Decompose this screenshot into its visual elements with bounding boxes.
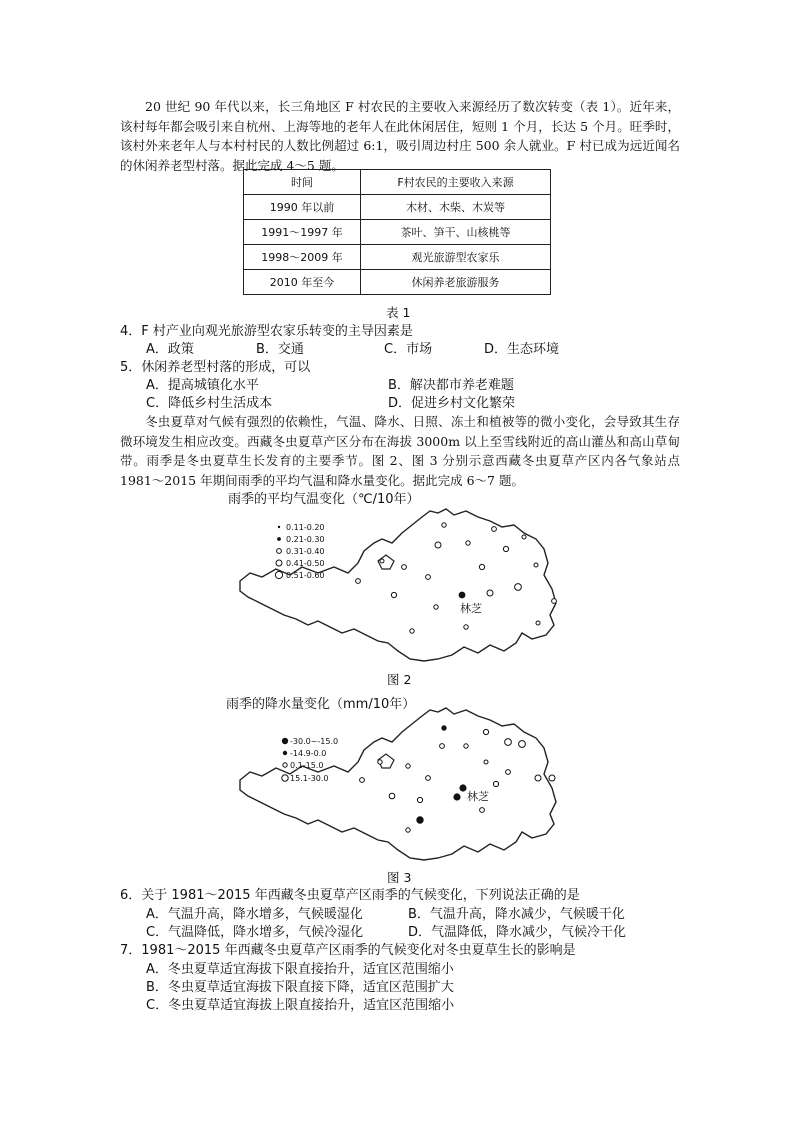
question-7-stem: 7．1981～2015 年西藏冬虫夏草产区雨季的气候变化对冬虫夏草生长的影响是	[120, 943, 576, 958]
station-marker	[410, 629, 414, 633]
figure-3-map	[232, 702, 562, 862]
station-marker	[360, 778, 365, 783]
figure-2-legend-label: 0.11-0.20	[286, 523, 325, 532]
station-marker	[406, 764, 410, 768]
station-marker	[442, 726, 446, 730]
table-row	[244, 270, 551, 295]
figure-2-legend-label: 0.41-0.50	[286, 559, 325, 568]
station-marker	[466, 541, 470, 545]
figure-3-city-label: 林芝	[467, 790, 489, 803]
station-marker	[391, 592, 396, 597]
legend-marker	[277, 537, 281, 541]
figure-2-legend-label: 0.31-0.40	[286, 547, 325, 556]
station-marker	[434, 605, 438, 609]
figure-3-region-outline	[240, 708, 556, 860]
station-marker	[435, 542, 441, 548]
legend-marker	[277, 549, 282, 554]
legend-marker	[283, 763, 287, 767]
station-marker	[484, 760, 488, 764]
table-header-row	[244, 170, 551, 195]
figure-2-caption: 图 2	[387, 672, 412, 687]
intro-paragraph-1-text: 20 世纪 90 年代以来，长三角地区 F 村农民的主要收入来源经历了数次转变（表 1）。近年来，该村每年都会吸引来自杭州、上海等地的老年人在此休闲居住，短则 1 个月，长达 5 个月。旺季时，该村外来老年人与本村村民的人数比例超过 6:1，吸引周边村庄 500 余人就业。F 村已成为远近闻名的休闲养老型村落。据此完成 4～5 题。	[120, 99, 680, 173]
linzhi-marker-upper	[459, 784, 466, 791]
station-marker	[549, 775, 555, 781]
figure-3-legend-label: 0.1-15.0	[290, 761, 324, 770]
question-6-option-d: D．气温降低，降水减少，气候冷干化	[408, 925, 627, 940]
table-1	[243, 169, 551, 295]
station-marker	[402, 565, 407, 570]
station-marker	[515, 584, 522, 591]
table-header-income: F村农民的主要收入来源	[361, 170, 551, 195]
station-marker	[505, 739, 512, 746]
station-marker	[480, 808, 485, 813]
table-cell: 1991～1997 年	[244, 220, 361, 245]
legend-marker	[282, 775, 288, 781]
station-marker	[389, 793, 395, 799]
station-marker	[417, 817, 423, 823]
intro-paragraph-1	[120, 97, 680, 175]
question-6-stem: 6．关于 1981～2015 年西藏冬虫夏草产区雨季的气候变化，下列说法正确的是	[120, 888, 580, 903]
station-marker	[464, 625, 468, 629]
station-marker	[493, 781, 498, 786]
table-row	[244, 195, 551, 220]
table-cell: 休闲养老旅游服务	[361, 270, 551, 295]
figure-3-caption: 图 3	[387, 870, 412, 885]
table-cell: 1998～2009 年	[244, 245, 361, 270]
question-6-option-b: B．气温升高，降水减少，气候暖干化	[408, 907, 625, 922]
table-cell: 2010 年至今	[244, 270, 361, 295]
station-marker	[487, 590, 493, 596]
figure-3-legend-label: -30.0~-15.0	[290, 737, 339, 746]
station-marker	[356, 579, 361, 584]
station-marker	[378, 760, 382, 764]
station-marker	[503, 546, 508, 551]
question-4-option-c: C．市场	[384, 342, 433, 357]
station-marker	[442, 523, 446, 527]
linzhi-marker	[453, 793, 460, 800]
table-cell: 木材、木柴、木炭等	[361, 195, 551, 220]
question-4-stem: 4．F 村产业向观光旅游型农家乐转变的主导因素是	[120, 324, 413, 339]
question-4-option-d: D．生态环境	[484, 342, 560, 357]
table-row	[244, 245, 551, 270]
station-marker	[535, 775, 541, 781]
legend-marker	[276, 560, 282, 566]
table-cell: 1990 年以前	[244, 195, 361, 220]
figure-2-legend-label: 0.51-0.60	[286, 571, 325, 580]
question-6-option-c: C．气温降低，降水增多，气候冷湿化	[146, 925, 364, 940]
figure-3-title: 雨季的降水量变化（mm/10年）	[226, 697, 416, 712]
table-row	[244, 220, 551, 245]
station-marker	[479, 564, 484, 569]
station-marker	[522, 535, 526, 539]
station-marker	[406, 828, 410, 832]
question-7-option-c: C．冬虫夏草适宜海拔上限直接抬升，适宜区范围缩小	[146, 998, 455, 1013]
station-marker	[426, 776, 431, 781]
station-marker	[552, 599, 557, 604]
linzhi-marker	[459, 592, 466, 599]
legend-marker	[283, 751, 287, 755]
station-marker	[519, 741, 526, 748]
table-header-time: 时间	[244, 170, 361, 195]
legend-marker	[282, 738, 288, 744]
figure-3-legend-label: 15.1-30.0	[290, 774, 329, 783]
station-marker	[426, 575, 431, 580]
question-4-option-a: A．政策	[146, 342, 194, 357]
figure-2-legend-label: 0.21-0.30	[286, 535, 325, 544]
question-5-option-a: A．提高城镇化水平	[146, 378, 259, 393]
station-marker	[417, 797, 422, 802]
question-7-option-a: A．冬虫夏草适宜海拔下限直接抬升，适宜区范围缩小	[146, 962, 454, 977]
intro-paragraph-2	[120, 412, 680, 490]
station-marker	[380, 559, 384, 563]
question-5-stem: 5．休闲养老型村落的形成，可以	[120, 360, 311, 375]
station-marker	[492, 527, 497, 532]
table-cell: 茶叶、笋干、山核桃等	[361, 220, 551, 245]
question-5-option-b: B．解决都市养老难题	[388, 378, 514, 393]
question-5-option-c: C．降低乡村生活成本	[146, 396, 273, 411]
station-marker	[464, 744, 468, 748]
legend-marker	[275, 571, 282, 578]
question-7-option-b: B．冬虫夏草适宜海拔下限直接下降，适宜区范围扩大	[146, 980, 454, 995]
figure-2-title: 雨季的平均气温变化（℃/10年）	[228, 492, 420, 507]
station-marker	[534, 563, 538, 567]
figure-2-city-label: 林芝	[460, 602, 482, 615]
question-6-option-a: A．气温升高，降水增多，气候暖湿化	[146, 907, 363, 922]
station-marker	[483, 729, 488, 734]
station-marker	[506, 770, 511, 775]
question-4-option-b: B．交通	[256, 342, 304, 357]
station-marker	[440, 744, 445, 749]
legend-marker	[278, 526, 280, 528]
intro-paragraph-2-text: 冬虫夏草对气候有强烈的依赖性，气温、降水、日照、冻土和植被等的微小变化，会导致其生存微环境发生相应改变。西藏冬虫夏草产区分布在海拔 3000m 以上至雪线附近的高山灌丛和高山草甸带。雨季是冬虫夏草生长发育的主要季节。图 2、图 3 分别示意西藏冬虫夏草产区内各气象站点 1981～2015 年期间雨季的平均气温和降水量变化。据此完成 6～7 题。	[120, 414, 680, 488]
table-1-caption: 表 1	[386, 305, 411, 320]
figure-2-map	[232, 503, 562, 663]
question-5-option-d: D．促进乡村文化繁荣	[388, 396, 516, 411]
station-marker	[536, 621, 540, 625]
table-cell: 观光旅游型农家乐	[361, 245, 551, 270]
figure-3-legend-label: -14.9-0.0	[290, 749, 327, 758]
